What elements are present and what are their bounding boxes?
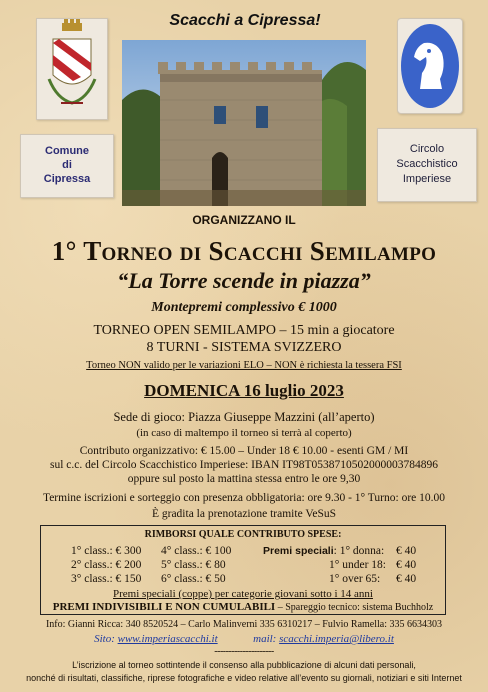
comune-crest-icon [37,19,107,119]
special-prize-woman-amount: € 40 [396,545,417,557]
tournament-subtitle: “La Torre scende in piazza” [117,268,371,293]
refunds-box [40,525,446,615]
special-prize-woman: : 1° donna: [333,545,385,557]
site-label: Sito: [94,633,118,645]
tournament-turns: 8 TURNI - SISTEMA SVIZZERO [146,340,342,355]
website-link[interactable]: www.imperiascacchi.it [117,633,218,645]
consent-line-2: nonché di risultati, classifiche, riprese fotografiche e video relative all’evento su giornali, notiziari e siti Internet [26,673,462,683]
special-prize-over65-amount: € 40 [396,573,417,585]
separator: --------------------- [214,646,274,657]
club-line-1: Circolo [409,143,445,155]
trophies-note: Premi speciali (coppe) per categorie giovani sotto i 14 anni [113,588,373,600]
contribution-onsite: oppure sul posto la mattina stessa entro le ore 9,30 [127,473,361,485]
club-label-card [377,128,477,202]
refund-place-1: 1° class.: € 300 [71,545,142,557]
club-line-3: Imperiese [402,173,452,185]
refund-place-2: 2° class.: € 200 [71,559,142,571]
special-prizes-label: Premi speciali [263,545,334,557]
prize-rules [41,601,445,613]
comune-line-2: di [62,159,72,171]
refund-place-6: 6° class.: € 50 [161,573,226,585]
web-contacts [0,633,488,645]
club-logo [397,18,463,114]
contact-info: Info: Gianni Ricca: 340 8520524 – Carlo Malinverni 335 6310217 – Fulvio Ramella: 335 6634303 [45,619,443,630]
tower-photo [122,40,366,206]
consent-line-1: L’iscrizione al torneo sottintende il consenso alla pubblicazione di alcuni dati personali, [72,660,416,670]
comune-line-3: Cipressa [43,173,91,185]
mail-label: mail: [253,633,280,645]
club-line-2: Scacchistico [396,158,458,170]
header-title: Scacchi a Cipressa! [169,12,321,29]
email-link[interactable]: scacchi.imperia@libero.it [279,633,394,645]
refund-place-5: 5° class.: € 80 [161,559,226,571]
tournament-format: TORNEO OPEN SEMILAMPO – 15 min a giocatore [93,323,395,338]
special-prize-under18: 1° under 18: [329,559,386,571]
venue: Sede di gioco: Piazza Giuseppe Mazzini (all’aperto) [113,410,375,424]
organizers-heading: ORGANIZZANO IL [192,213,296,227]
refund-place-3: 3° class.: € 150 [71,573,142,585]
indivisible-note: PREMI INDIVISIBILI E NON CUMULABILI [52,601,276,613]
comune-line-1: Comune [45,145,89,157]
event-date: DOMENICA 16 luglio 2023 [144,381,344,400]
prize-pool: Montepremi complessivo € 1000 [151,300,337,315]
refunds-title: RIMBORSI QUALE CONTRIBUTO SPESE: [144,529,342,540]
tournament-title: 1° Torneo di Scacchi Semilampo [51,236,437,266]
comune-label-card [20,134,114,198]
special-prize-under18-amount: € 40 [396,559,417,571]
booking-note: È gradita la prenotazione tramite VeSuS [151,508,337,520]
refund-place-4: 4° class.: € 100 [161,545,232,557]
knight-chess-icon [398,19,462,113]
comune-crest [36,18,108,120]
contribution-iban: sul c.c. del Circolo Scacchistico Imperiese: IBAN IT98T0538710502000003784896 [49,459,439,471]
tiebreak-note: – Spareggio tecnico: sistema Buchholz [275,602,434,613]
tower-photo-image [122,40,366,206]
contribution-fee: Contributo organizzativo: € 15.00 – Under 18 € 10.00 - esenti GM / MI [79,445,409,457]
venue-note: (in caso di maltempo il torneo si terrà al coperto) [136,427,352,439]
special-prize-over65: 1° over 65: [329,573,381,585]
registration-deadline: Termine iscrizioni e sorteggio con presenza obbligatoria: ore 9.30 - 1° Turno: ore 10.00 [42,492,446,504]
elo-note: Torneo NON valido per le variazioni ELO – NON è richiesta la tessera FSI [86,360,402,371]
